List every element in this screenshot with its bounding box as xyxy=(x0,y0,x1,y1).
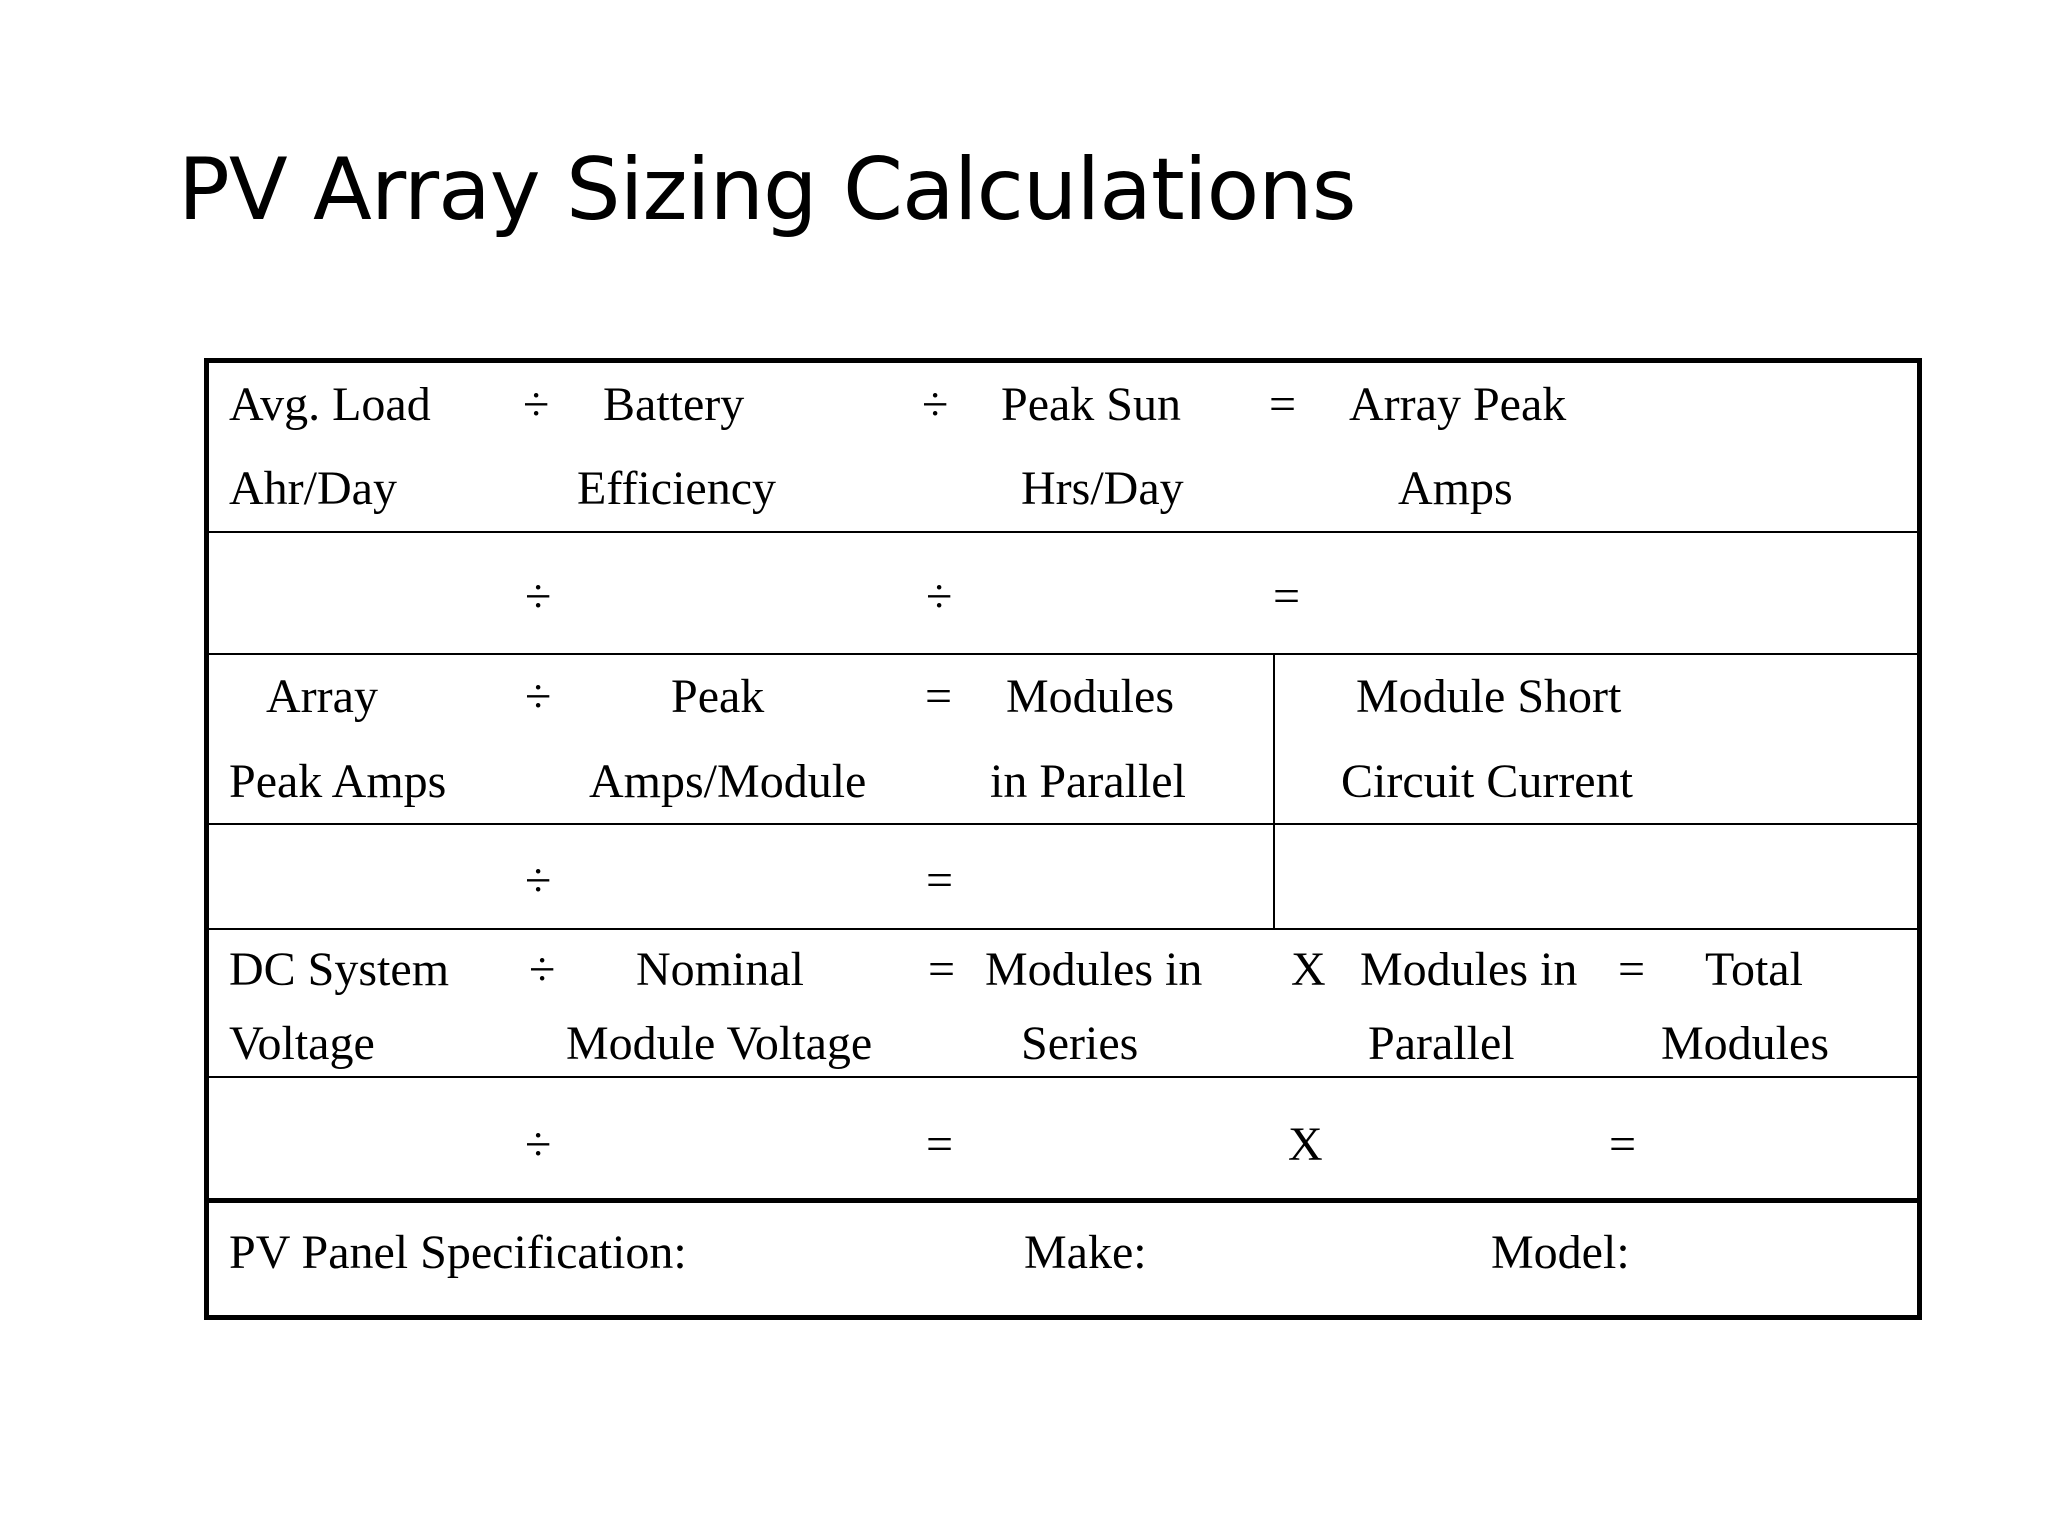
column-divider xyxy=(1273,653,1275,930)
modules-in-series-label: Modules in xyxy=(985,943,1203,996)
section-divider xyxy=(209,1198,1917,1203)
avg-load-label: Avg. Load xyxy=(229,378,431,431)
modules-in-parallel-label: Modules in xyxy=(1360,943,1578,996)
equals-sign: = xyxy=(1609,1118,1637,1171)
module-short-label: Module Short xyxy=(1356,670,1622,723)
modules-label: Modules xyxy=(1006,670,1174,723)
divide-sign: ÷ xyxy=(525,570,552,623)
row-divider xyxy=(209,531,1917,533)
equals-sign: = xyxy=(1269,378,1297,431)
times-sign: X xyxy=(1288,1118,1323,1171)
peak-sun-unit: Hrs/Day xyxy=(1021,462,1184,515)
equals-sign: = xyxy=(926,854,954,907)
divide-sign: ÷ xyxy=(926,570,953,623)
times-sign: X xyxy=(1291,943,1326,996)
array-peak-unit: Amps xyxy=(1398,462,1513,515)
voltage-label: Voltage xyxy=(229,1017,375,1070)
module-voltage-label: Module Voltage xyxy=(566,1017,873,1070)
pv-panel-spec-label: PV Panel Specification: xyxy=(229,1226,687,1279)
divide-sign: ÷ xyxy=(525,854,552,907)
battery-label: Battery xyxy=(603,378,745,431)
divide-sign: ÷ xyxy=(922,378,949,431)
row-divider xyxy=(209,928,1917,930)
amps-per-module-label: Amps/Module xyxy=(589,755,867,808)
parallel-label: Parallel xyxy=(1368,1017,1515,1070)
array-peak-label: Array Peak xyxy=(1349,378,1567,431)
array-peak-amps-label: Peak Amps xyxy=(229,755,447,808)
row-divider xyxy=(209,653,1917,655)
series-label: Series xyxy=(1021,1017,1139,1070)
equals-sign: = xyxy=(926,1118,954,1171)
peak-sun-label: Peak Sun xyxy=(1001,378,1181,431)
divide-sign: ÷ xyxy=(529,943,556,996)
model-label: Model: xyxy=(1491,1226,1630,1279)
nominal-label: Nominal xyxy=(636,943,804,996)
row-divider xyxy=(209,1076,1917,1078)
battery-unit: Efficiency xyxy=(577,462,777,515)
equals-sign: = xyxy=(925,670,953,723)
make-label: Make: xyxy=(1024,1226,1147,1279)
equals-sign: = xyxy=(1618,943,1646,996)
equals-sign: = xyxy=(1273,570,1301,623)
array-label: Array xyxy=(266,670,378,723)
divide-sign: ÷ xyxy=(525,670,552,723)
divide-sign: ÷ xyxy=(525,1118,552,1171)
sizing-worksheet-table xyxy=(204,358,1922,1320)
total-modules-label: Modules xyxy=(1661,1017,1829,1070)
dc-system-label: DC System xyxy=(229,943,450,996)
row-divider xyxy=(209,823,1917,825)
peak-label: Peak xyxy=(671,670,765,723)
circuit-current-label: Circuit Current xyxy=(1341,755,1633,808)
avg-load-unit: Ahr/Day xyxy=(229,462,397,515)
total-label: Total xyxy=(1705,943,1803,996)
page-title: PV Array Sizing Calculations xyxy=(178,140,1356,240)
equals-sign: = xyxy=(928,943,956,996)
in-parallel-label: in Parallel xyxy=(990,755,1186,808)
divide-sign: ÷ xyxy=(523,378,550,431)
